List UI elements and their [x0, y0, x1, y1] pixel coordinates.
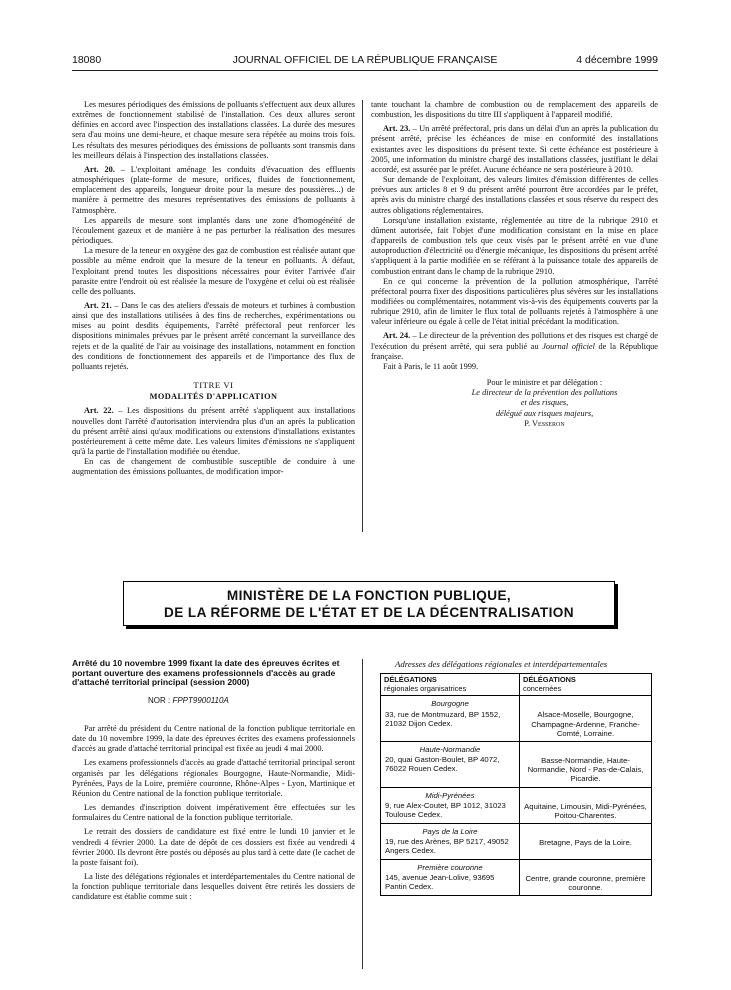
table-row — [381, 787, 652, 823]
paragraph: Le retrait des dossiers de candidature est fixé entre le lundi 10 janvier et le vendredi 4 février 2000. La date de dépôt de ces dossiers est fixée au vendredi 4 février 2000. Ils devront être postés ou déposés au plus tard à cette date (le cachet de la poste faisant foi). — [72, 827, 355, 867]
nor-value: FPPT9900110A — [172, 695, 229, 705]
ministry-line-1: MINISTÈRE DE LA FONCTION PUBLIQUE, — [226, 588, 512, 603]
signature-place-date: Fait à Paris, le 11 août 1999. — [383, 361, 479, 371]
paragraph: En ce qui concerne la prévention de la pollution atmosphérique, l'arrêté préfectoral pourra fixer des dispositions particulières plus sévères sur les installations modifiées ou complémentaires, notamment vis-à-vis des équipements couverts par la rubrique 2910, afin de limiter le flux total de polluants rejetés à l'atmosphère à une valeur inférieure ou égale à celle de l'état initial précédant la modification. — [371, 276, 658, 327]
region-cell — [381, 859, 520, 895]
region-name: Midi-Pyrénées — [425, 790, 475, 800]
table-row — [381, 741, 652, 787]
article-label: Art. 23. — [383, 124, 411, 134]
paragraph: La liste des délégations régionales et interdépartementales du Centre national de la fonction publique territoriale dans lesquelles doivent être retirés les dossiers de candidature est établie comme suit : — [72, 871, 355, 902]
journal-title: JOURNAL OFFICIEL DE LA RÉPUBLIQUE FRANÇAISE — [232, 54, 498, 66]
region-address: 20, quai Gaston-Boulet, BP 4072, 76022 Rouen Cedex. — [385, 755, 500, 774]
paragraph: Par arrêté du président du Centre national de la fonction publique territoriale en date du 10 novembre 1999, la date des épreuves écrites des examens professionnels d'accès au grade d'attaché territorial principal est fixée au jeudi 4 mai 2000. — [72, 723, 355, 754]
delegations-caption: Adresses des délégations régionales et interdépartementales — [395, 659, 608, 669]
paragraph: En cas de changement de combustible susceptible de conduire à une augmentation des émissions polluantes, de modification impor- — [72, 457, 355, 477]
region-address: 9, rue Alex-Coutet, BP 1012, 31023 Toulouse Cedex. — [385, 800, 506, 819]
column-header: DÉLÉGATIONS concernées — [520, 674, 652, 696]
delegations-column — [371, 659, 658, 896]
right-column — [371, 100, 658, 429]
region-cell — [381, 696, 520, 742]
ministry-banner — [123, 581, 615, 626]
column-header: DÉLÉGATIONS régionales organisatrices — [381, 674, 520, 696]
region-address: 33, rue de Montmuzard, BP 1552, 21032 Dijon Cedex. — [385, 709, 501, 728]
arrete-title: Arrêté du 10 novembre 1999 fixant la date des épreuves écrites et portant ouverture des examens professionnels d'accès au grade d'attaché territorial principal (session 2000) — [72, 658, 340, 688]
signature-line: Pour le ministre et par délégation : — [486, 378, 603, 388]
issue-date: 4 décembre 1999 — [576, 54, 658, 66]
page-header — [72, 54, 658, 70]
paragraph: Les demandes d'inscription doivent impérativement être effectuées sur les formulaires du Centre national de la fonction publique territoriale. — [72, 803, 355, 823]
region-cell — [381, 787, 520, 823]
signatory-name: P. Vesseron — [524, 418, 565, 428]
arrete-column — [72, 659, 355, 902]
paragraph: Les mesures périodiques des émissions de polluants s'effectuent aux deux allures extrêmes de fonctionnement stabilisé de l'installation. Ces deux allures seront définies en accord avec l'inspection des installations classées. La durée des mesures sera d'au moins une demi-heure, et chaque mesure sera répétée au moins trois fois. Les résultats des mesures périodiques des émissions de polluants sont transmis dans les meilleurs délais à l'inspection des installations classées. — [72, 100, 355, 160]
header-rule — [72, 70, 658, 71]
region-name: Bourgogne — [431, 699, 469, 709]
delegations-table — [380, 673, 652, 896]
page-number: 18080 — [72, 54, 102, 66]
left-column — [72, 100, 355, 477]
column-divider — [362, 659, 363, 969]
journal-officiel-ref: Journal officiel — [542, 341, 595, 351]
region-address: 19, rue des Arènes, BP 5217, 49052 Angers Cedex. — [385, 837, 509, 856]
paragraph: Sur demande de l'exploitant, des valeurs limites d'émission différentes de celles prévues aux articles 8 et 9 du présent arrêté pourront être accordées par le préfet, après avis du ministre chargé des installations classées et sous réserve du respect des autres obligations réglementaires. — [371, 175, 658, 215]
table-row — [381, 696, 652, 742]
concerned-cell: Basse-Normandie, Haute-Normandie, Nord - Pas-de-Calais, Picardie. — [520, 741, 652, 787]
paragraph: Lorsqu'une installation existante, réglementée au titre de la rubrique 2910 et dûment autorisée, fait l'objet d'une modification consistant en la mise en place d'appareils de combustion tels que ceux visés par le présent arrêté en vue d'une autoproduction d'électricité ou d'énergie mécanique, les dispositions du présent arrêté s'appliquent à la partie modifiée en se référant à la puissance totale des appareils de combustion entrant dans le champ de la rubrique 2910. — [371, 215, 658, 276]
titre-heading: TITRE VI — [193, 380, 234, 391]
ministry-line-2: DE LA RÉFORME DE L'ÉTAT ET DE LA DÉCENTRALISATION — [164, 605, 574, 620]
article-21: Art. 21. – Dans le cas des ateliers d'essais de moteurs et turbines à combustion ainsi que des installations utilisées à des fins de recherches, expérimentations ou mises au point desdits équipements, l'arrêté préfectoral peut renforcer les dispositions minimales prévues par le présent arrêté concernant la surveillance des rejets et de la qualité de l'air au voisinage des installations, notamment en fonction des conditions de fonctionnement des appareils et de l'importance des flux de polluants rejetés. — [72, 300, 356, 371]
article-20: Art. 20. – L'exploitant aménage les conduits d'évacuation des effluents atmosphériques (plate-forme de mesure, orifices, fluides de fonctionnement, emplacement des appareils, longueur droite pour la mesure des poussières...) de manière à permettre des mesures représentatives des émissions de polluants à l'atmosphère. — [72, 164, 355, 215]
article-22: Art. 22. – Les dispositions du présent arrêté s'appliquent aux installations nouvelles dont l'arrêté d'autorisation interviendra plus d'un an après la publication du présent arrêté ainsi qu'aux modifications ou extensions d'installations existantes postérieurement à cette même date. Les valeurs limites d'émissions ne s'appliquent qu'à la partie de l'installation modifiée ou étendue. — [72, 406, 355, 456]
concerned-cell: Centre, grande couronne, première couronne. — [520, 859, 652, 895]
paragraph: tante touchant la chambre de combustion ou de remplacement des appareils de combustion, les dispositions du titre III s'appliquent à l'appareil modifié. — [371, 100, 658, 120]
table-row — [381, 823, 652, 859]
region-cell — [381, 741, 520, 787]
titre-subheading: MODALITÉS D'APPLICATION — [149, 392, 278, 402]
concerned-cell: Bretagne, Pays de la Loire. — [520, 823, 652, 859]
region-name: Pays de la Loire — [422, 826, 478, 836]
article-label: Art. 22. — [84, 406, 114, 416]
article-label: Art. 20. — [84, 164, 115, 174]
article-label: Art. 24. — [383, 331, 411, 341]
region-name: Haute-Normandie — [419, 744, 481, 754]
signature-line: et des risques, — [520, 398, 569, 408]
article-label: Art. 21. — [84, 300, 112, 310]
signature-line: Le directeur de la prévention des pollutions — [471, 388, 618, 398]
concerned-cell: Aquitaine, Limousin, Midi-Pyrénées, Poitou-Charentes. — [520, 787, 652, 823]
region-cell — [381, 823, 520, 859]
region-name: Première couronne — [417, 862, 483, 872]
nor-reference: NOR : FPPT9900110A — [148, 695, 229, 705]
paragraph: Les appareils de mesure sont implantés dans une zone d'homogénéité de l'écoulement gazeux et de manière à ne pas perturber la réalisation des mesures périodiques. — [72, 215, 355, 246]
article-24: Art. 24. – Le directeur de la prévention des pollutions et des risques est chargé de l'exécution du présent arrêté, qui sera publié au Journal officiel de la République française. — [371, 331, 658, 361]
signature-line: délégué aux risques majeurs, — [495, 408, 594, 418]
table-row — [381, 859, 652, 895]
region-address: 145, avenue Jean-Lolive, 93695 Pantin Cedex. — [385, 872, 495, 891]
article-23: Art. 23. – Un arrêté préfectoral, pris dans un délai d'un an après la publication du présent arrêté, précise les échéances de mise en conformité des installations existantes avec les dispositions du présent texte. Si cette échéance est postérieure à 2005, une information du ministre chargé des installations classées, justifiant le délai accordé, est assurée par le préfet. Aucune échéance ne sera postérieure à 2010. — [371, 124, 659, 174]
paragraph: Les examens professionnels d'accès au grade d'attaché territorial principal seront organisés par les délégations régionales Bourgogne, Haute-Normandie, Midi-Pyrénées, Pays de la Loire, première couronne, Rhône-Alpes - Lyon, Martinique et Réunion du Centre national de la fonction publique territoriale. — [72, 758, 355, 798]
column-divider — [362, 100, 363, 532]
concerned-cell: Alsace-Moselle, Bourgogne, Champagne-Ardenne, Franche-Comté, Lorraine. — [520, 696, 652, 742]
table-header-row — [381, 674, 652, 696]
paragraph: La mesure de la teneur en oxygène des gaz de combustion est réalisée autant que possible au même endroit que la mesure de la teneur en polluants. À défaut, l'exploitant prend toutes les dispositions nécessaires pour éviter l'arrivée d'air parasite entre l'endroit où est réalisée la mesure de l'oxygène et celui où est réalisée celle des polluants. — [72, 246, 355, 296]
